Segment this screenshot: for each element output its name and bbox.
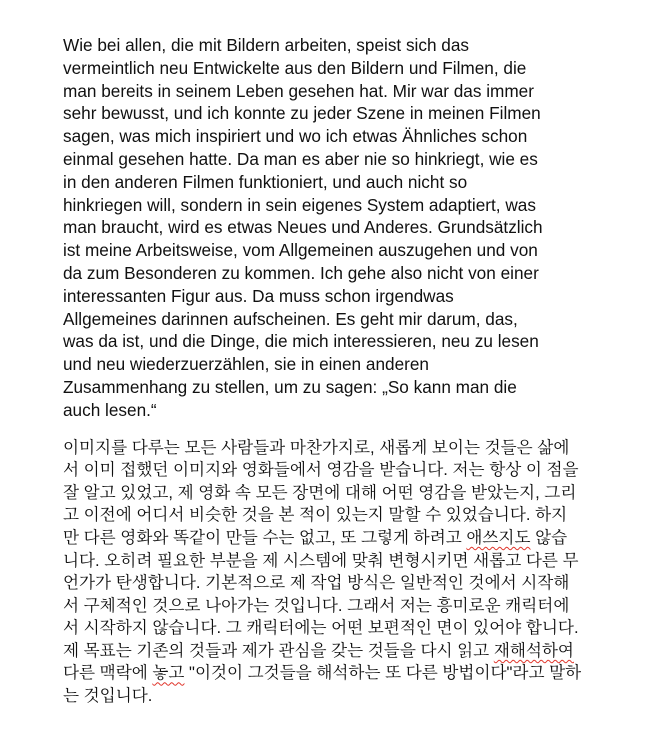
text-line: interessanten Figur aus. Da muss schon irgendwas — [63, 285, 454, 306]
text-line: Wie bei allen, die mit Bildern arbeiten, speist sich das — [63, 35, 470, 55]
text-line — [63, 527, 618, 550]
text-line: vermeintlich neu Entwickelte aus den Bildern und Filmen, die — [63, 57, 527, 78]
text-line: hinkriegen will, sondern in sein eigenes System adaptiert, was — [63, 194, 536, 215]
text-line: sehr bewusst, und ich konnte zu jeder Szene in meinen Filmen — [63, 103, 541, 124]
text-line: ist meine Arbeitsweise, vom Allgemeinen auszugehen und von — [63, 240, 538, 261]
text-line: da zum Besonderen zu kommen. Ich gehe also nicht von einer — [63, 262, 539, 283]
text-line: in den anderen Filmen funktioniert, und auch nicht so — [63, 171, 468, 192]
german-paragraph — [63, 34, 618, 422]
text-line: 이미지를 다루는 모든 사람들과 마찬가지로, 새롭게 보이는 것들은 삶에 — [63, 437, 570, 457]
text-line: man braucht, wird es etwas Neues und Anderes. Grundsätzlich — [63, 217, 543, 238]
text-line: und neu wiederzuerzählen, sie in einen anderen — [63, 354, 429, 375]
paragraph-gap — [63, 422, 618, 437]
text-line: 는 것입니다. — [63, 686, 153, 706]
text-line: 언가가 탄생합니다. 기본적으로 제 작업 방식은 일반적인 것에서 시작해 — [63, 573, 570, 593]
text-line: 서 구체적인 것으로 나아가는 것입니다. 그래서 저는 흥미로운 캐릭터에 — [63, 595, 570, 615]
text-line: 고 이전에 어디서 비슷한 것을 본 적이 있는지 말할 수 있었습니다. 하지 — [63, 505, 568, 525]
text-line: man bereits in seinem Leben gesehen hat. Mir war das immer — [63, 80, 534, 101]
text-line: einmal gesehen hatte. Da man es aber nie so hinkriegt, wie es — [63, 148, 538, 169]
text-line: 서 시작하지 않습니다. 그 캐릭터에는 어떤 보편적인 면이 있어야 합니다. — [63, 618, 579, 638]
text-line: auch lesen.“ — [63, 399, 157, 420]
text-line: 니다. 오히려 필요한 부분을 제 시스템에 맞춰 변형시키면 새롭고 다른 무 — [63, 550, 579, 570]
text-segment: 다른 맥락에 — [63, 663, 153, 683]
text-segment: 않습 — [530, 527, 568, 547]
text-segment: "이것이 그것들을 해석하는 또 다른 방법이다"라고 말하 — [184, 663, 582, 683]
text-segment: 만 다른 영화와 똑같이 만들 수는 없고, 또 그렇게 하려고 — [63, 527, 467, 547]
text-line — [63, 662, 618, 685]
text-line: Allgemeines darinnen aufscheinen. Es geht mir darum, das, — [63, 308, 518, 329]
korean-paragraph — [63, 437, 618, 708]
text-line: 잘 알고 있었고, 제 영화 속 모든 장면에 대해 어떤 영감을 받았는지, 그리 — [63, 482, 577, 502]
document-page — [63, 34, 618, 708]
text-line: 서 이미 접했던 이미지와 영화들에서 영감을 받습니다. 저는 항상 이 점을 — [63, 460, 579, 480]
text-line: sagen, was mich inspiriert und wo ich etwas Ähnliches schon — [63, 126, 528, 147]
text-line: Zusammenhang zu stellen, um zu sagen: „So kann man die — [63, 376, 517, 397]
spellcheck-flagged-word[interactable]: 애쓰지도 — [466, 527, 531, 547]
text-line — [63, 640, 618, 663]
spellcheck-flagged-word[interactable]: 재해석하여 — [493, 640, 574, 660]
text-line: was da ist, und die Dinge, die mich interessieren, neu zu lesen — [63, 331, 539, 352]
spellcheck-flagged-word[interactable]: 놓고 — [152, 663, 185, 683]
text-segment: 제 목표는 기존의 것들과 제가 관심을 갖는 것들을 다시 읽고 — [63, 640, 494, 660]
